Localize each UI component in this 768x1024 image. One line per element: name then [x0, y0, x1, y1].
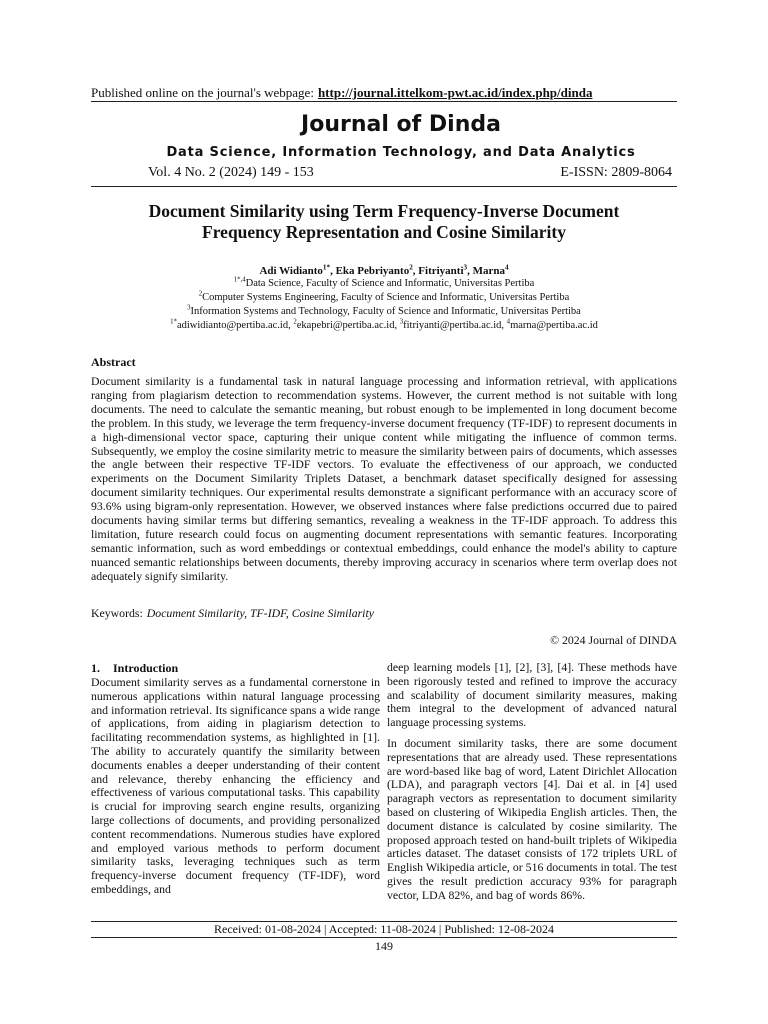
keywords-label: Keywords: [91, 606, 143, 620]
journal-name: Journal of Dinda [301, 112, 501, 137]
author-name: Marna [472, 265, 505, 277]
publication-line [91, 85, 677, 102]
affiliation-text: Data Science, Faculty of Science and Informatic, Universitas Pertiba [245, 278, 535, 289]
affiliation-line [84, 277, 684, 291]
author-affiliation-mark: 3 [463, 263, 468, 272]
author-name: Eka Pebriyanto [335, 265, 410, 277]
affiliation-text: Information Systems and Technology, Faculty of Science and Informatic, Universitas Pertiba [190, 306, 581, 317]
section-title: Introduction [113, 661, 179, 675]
author-affiliation-mark: 4 [504, 263, 509, 272]
email-address: adiwidianto@pertiba.ac.id [176, 320, 289, 331]
copyright-notice: © 2024 Journal of DINDA [550, 633, 677, 647]
email-separator: , [288, 320, 294, 331]
email-mark: 2 [293, 318, 297, 326]
author-list [84, 264, 684, 278]
intro-right-column [387, 661, 677, 903]
email-mark: 4 [506, 318, 511, 326]
author-affiliation-mark: 2 [409, 263, 413, 272]
email-address: marna@pertiba.ac.id [510, 320, 598, 331]
email-address: ekapebri@pertiba.ac.id [296, 320, 395, 331]
intro-right-paragraph: deep learning models [1], [2], [3], [4]. These methods have been rigorously tested and refined to improve the accuracy and scalability of document similarity measures, making them integral to the development of advanced natural language processing systems. [387, 660, 677, 730]
issn-info: E-ISSN: 2809-8064 [560, 165, 672, 180]
paper-title-line: Document Similarity using Term Frequency-Inverse Document [148, 201, 620, 221]
journal-url-link[interactable]: http://journal.ittelkom-pwt.ac.id/index.php/dinda [317, 85, 593, 100]
author-separator: , [330, 265, 336, 277]
paper-title [84, 201, 684, 243]
intro-left-column [91, 676, 380, 897]
volume-info: Vol. 4 No. 2 (2024) 149 - 153 [148, 165, 314, 180]
journal-subtitle: Data Science, Information Technology, and Data Analytics [166, 145, 636, 160]
email-address: fitriyanti@pertiba.ac.id [403, 320, 502, 331]
abstract-heading: Abstract [91, 355, 136, 369]
publication-label: Published online on the journal's webpage: [91, 85, 314, 100]
abstract-text: Document similarity is a fundamental task in natural language processing and information retrieval, with applications ranging from plagiarism detection to recommendation systems. However, the current method is not suitable with long documents. The need to calculate the semantic meaning, but robust enough to be implemented in long document become the problem. In this study, we leverage the term frequency-inverse document frequency (TF-IDF) to represent documents in a high-dimensional vector space, capturing their unique content while mitigating the influence of common terms. Subsequently, we employ the cosine similarity metric to measure the similarity between pairs of documents, which assesses the angle between their respective TF-IDF vectors. To evaluate the effectiveness of our approach, we conducted experiments on the Document Similarity Triplets Dataset, a benchmark dataset specifically designed for assessing document similarity techniques. Our experimental results demonstrate a significant performance with an accuracy score of 93.6% using bigram-only representation. However, we observed instances where false predictions occurred due to paired documents having similar terms but differing semantics, revealing a weakness in the TF-IDF approach. To address this limitation, future research could focus on augmenting document representations with semantic features. Incorporating semantic information, such as word embeddings or contextual embeddings, could enhance the model's ability to capture nuanced semantic relationships between documents, thereby improving accuracy in scenarios where term overlap does not adequately signify similarity. [91, 374, 677, 583]
affiliation-mark: 1*,4 [233, 276, 246, 284]
email-separator: , [501, 320, 507, 331]
affiliation-list [84, 277, 684, 333]
page-number: 149 [375, 939, 393, 953]
email-mark: 1* [170, 318, 177, 326]
author-separator: , [467, 265, 473, 277]
affiliation-mark: 3 [187, 304, 191, 312]
keywords-line [91, 606, 677, 620]
email-mark: 3 [399, 318, 404, 326]
affiliation-mark: 2 [198, 290, 203, 298]
affiliation-line [84, 291, 684, 305]
header-divider [91, 186, 677, 187]
email-separator: , [394, 320, 400, 331]
author-separator: , [412, 265, 419, 277]
author-name: Fitriyanti [418, 265, 464, 277]
affiliation-line [84, 305, 684, 319]
affiliation-text: Computer Systems Engineering, Faculty of Science and Informatic, Universitas Pertiba [202, 292, 570, 303]
publication-dates: Received: 01-08-2024 | Accepted: 11-08-2024 | Published: 12-08-2024 [91, 921, 677, 938]
author-affiliation-mark: 1* [322, 263, 331, 272]
section-number: 1. [91, 661, 100, 675]
keywords-terms: Document Similarity, TF-IDF, Cosine Similarity [146, 606, 374, 620]
intro-right-paragraph: In document similarity tasks, there are some document representations that are already used. These representations are word-based like bag of word, Latent Dirichlet Allocation (LDA), and paragraph vectors [4]. Dai et al. in [4] used paragraph vectors as representation to document similarity based on clustering of Wikipedia English articles. Then, the document distance is calculated by cosine similarity. The proposed approach tested on hand-built triplets of Wikipedia articles dataset. The dataset consists of 172 triplets URL of English Wikipedia article, or 516 documents in total. The test gives the result prediction accuracy 93% for paragraph vector, LDA 82%, and bag of words 86%. [387, 735, 677, 902]
section-heading [91, 661, 380, 675]
email-list [84, 319, 684, 333]
paper-title-line: Frequency Representation and Cosine Similarity [202, 222, 566, 242]
intro-left-paragraph: Document similarity serves as a fundamental cornerstone in numerous applications within natural language processing and information retrieval. Its significance spans a wide range of applications, from aiding in plagiarism detection to facilitating recommendation systems, as highlighted in [1]. The ability to accurately quantify the similarity between documents enables a deeper understanding of their content and relevance, thereby enhancing the efficiency and effectiveness of various computational tasks. This capability is crucial for improving search engine results, organizing large collections of documents, and providing personalized content recommendations. Numerous studies have explored and employed various methods to perform document similarity tasks, leveraging techniques such as term frequency-inverse document frequency (TF-IDF), word embeddings, and [91, 675, 380, 896]
author-name: Adi Widianto [259, 265, 323, 277]
